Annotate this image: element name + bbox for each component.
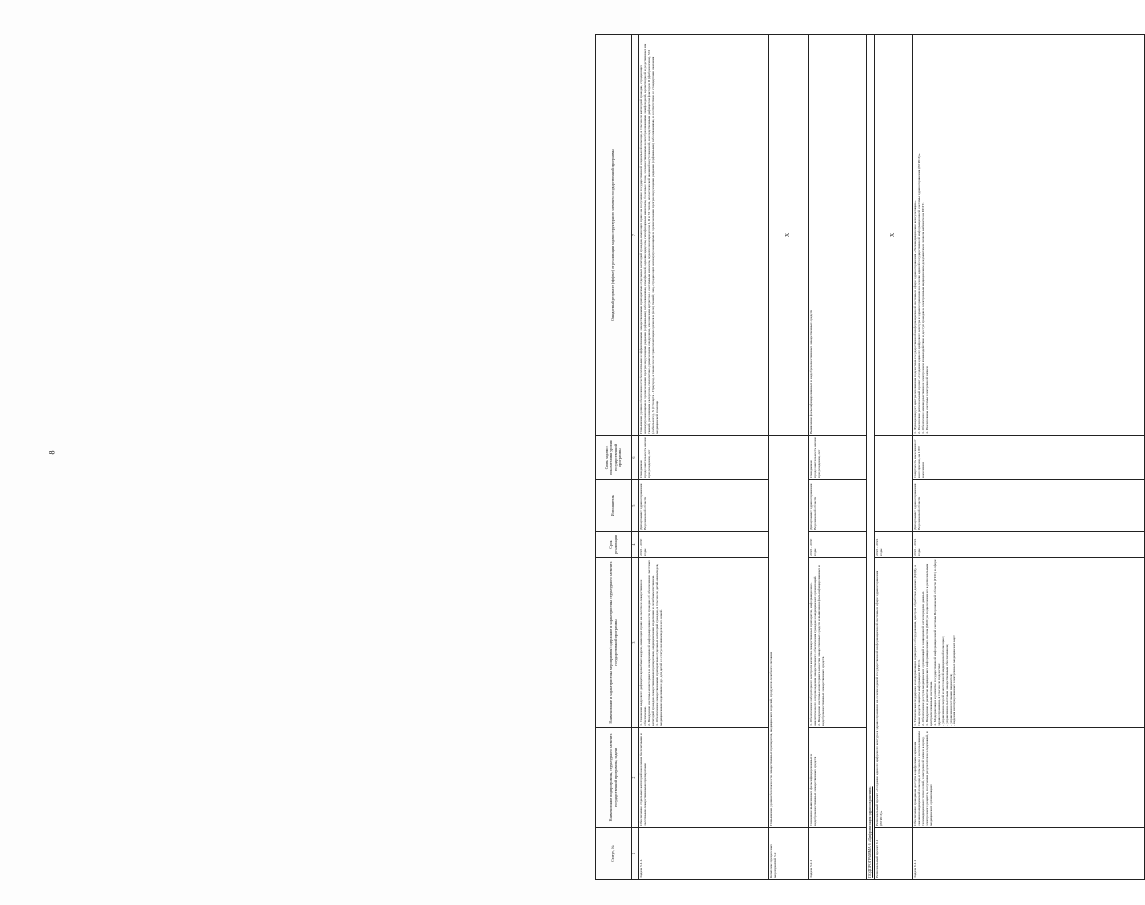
column-number-row — [632, 35, 639, 880]
header-status: Статус, № — [596, 828, 632, 880]
content-line: 3. Обеспечение лекарственными препаратами отдельных категорий граждан, в том числе детей-инвалидов, медицинскими изделиями и др. для детей со статусом инвалидов и их семей. — [654, 563, 663, 726]
row-status: Региональный проект 6.1 — [875, 828, 913, 880]
content-line: - управления потоками пациентов; — [948, 673, 953, 726]
row-executor: Департамент здравоохранения Воронежской области — [639, 480, 769, 532]
row-name: Региональный проект «Создание единого цифрового контура в здравоохранении на основе единой государственной информационной системы в сфере здравоохранения (ЕГИСЗ)» — [875, 558, 913, 828]
row-result: Выявление фальсифицированных и недоброкачественных лекарственных средств — [809, 35, 867, 436]
row-link: Ожидаемая продолжительность жизни при рождении, лет — [809, 436, 867, 480]
content-line: - ведения интегрированных электронных медицинских карт — [952, 635, 957, 726]
header-content: Наименование и характеристика мероприятия/содержание и характеристика структурного элемента государственной программы — [596, 558, 632, 728]
row-result-empty: X — [875, 35, 913, 436]
content-line: 1. Техническая поддержка и модернизация серверного оборудования, центров обработки данных (ЦОД), а также средств защиты информации ЕГИСЗ. — [912, 565, 921, 726]
row-status: Задача 5.1.1. — [639, 828, 769, 880]
subprogram-title: ПОДПРОГРАММА 6 «Цифровизация здравоохранения» — [867, 35, 875, 880]
header-term: Срок реализации — [596, 532, 632, 558]
row-term: 2023 - 2030 годы — [809, 532, 867, 558]
row-content — [913, 558, 1145, 728]
header-row — [596, 35, 632, 880]
column-number: 2 — [632, 728, 639, 828]
program-table — [595, 34, 1145, 880]
row-name: Повышение уровня безопасности лекарственных препаратов, медицинских изделий, продуктов лечебного питания — [769, 436, 809, 828]
header-executor: Исполнитель — [596, 480, 632, 532]
content-line: 2. Внедрение системы мониторинга качества лекарственных средств и выявления фальсифицированных и недоброкачественных лекарственных средств. — [816, 565, 825, 726]
row-status: Задача 6.1.1 — [913, 828, 1145, 880]
row-content — [809, 558, 867, 728]
row-link: Ожидаемая продолжительность жизни при рождении, лет — [639, 436, 769, 480]
row-result-empty: X — [769, 35, 809, 436]
header-name: Наименование подпрограммы, структурного элемента государственной программы, задачи — [596, 728, 632, 828]
rotated-table-wrapper — [595, 35, 1145, 880]
section-row — [867, 35, 875, 880]
content-line: 1. Снижение кадрового дефицита врачебных кадров, имеющих право на льготное лекарственное обеспечение. — [638, 579, 647, 726]
table-row — [639, 35, 769, 880]
page-number: 8 — [47, 450, 57, 455]
table-row — [913, 35, 1145, 880]
row-term: 2023 - 2030 годы — [639, 532, 769, 558]
table-row — [769, 35, 809, 880]
result-line: 3. Обеспечено межведомственное электронное взаимодействие и доступ граждан к электронным медицинским документам в личном кабинете на ЕПГУ. — [920, 202, 925, 434]
result-line: 4. Реализованы системы электронной записи — [924, 366, 929, 434]
column-number: 3 — [632, 558, 639, 728]
row-status: Комплекс процессных мероприятий 5.2 — [769, 828, 809, 880]
row-name: Обеспечение гражданам доступа к цифровым сервисам оказания медицинской помощи, в том числе с использованием телемедицинских технологий, электронной записи к врачу, электронного рецепта, получения результатов исследований, в медицинских организациях — [913, 728, 1145, 828]
row-result — [913, 35, 1145, 436]
row-empty — [875, 436, 913, 532]
content-line: - управления скорой и неотложной медицинской помощью; — [940, 635, 945, 726]
table-row — [875, 35, 913, 880]
column-number: 5 — [632, 480, 639, 532]
result-line: 1. Функционирует централизованная подсистема государственной информационной системы в сфере здравоохранения «Телемедицинские консультации». — [912, 200, 917, 434]
row-term: 2023 - 2024 годы — [913, 532, 1145, 558]
content-line: 2. Внедрение системы мониторинга и своевременной информированности граждан об обеспечении льготных категорий граждан лекарственными препаратами, медицинскими изделиями и лечебным питанием. — [646, 560, 655, 726]
column-number: 1 — [632, 828, 639, 880]
row-name: Снижение выявленных фальсифицированных и недоброкачественных лекарственных средств — [809, 728, 867, 828]
content-line: 2. Обеспечение доступа медицинских организаций к защищенной сети передачи данных. — [920, 590, 925, 726]
row-status: Задача 5.2.1 — [809, 828, 867, 880]
row-executor: Департамент здравоохранения Воронежской области — [913, 480, 1145, 532]
result-line: 2. Реализован региональный проект «Создание единого цифрового контура в здравоохранении на основе единой государственной информационной системы здравоохранения (ЕГИСЗ)». — [916, 152, 921, 434]
row-link: Смертность населения от всех причин, на 1000 населения — [913, 436, 1145, 480]
column-number: 7 — [632, 35, 639, 436]
row-executor: Департамент здравоохранения Воронежской области — [809, 480, 867, 532]
row-content — [639, 558, 769, 728]
column-number: 4 — [632, 532, 639, 558]
header-link: Связь задачи с показателями уровня государственной программы — [596, 436, 632, 480]
row-term: 2023 - 2024 годы — [875, 532, 913, 558]
content-line: 4. Модернизация и развитие государственной информационной системы Воронежской области (ГИС) в сфере здравоохранения, в том числе подсистем: — [932, 559, 941, 726]
content-line: 1. Обеспечение лабораторного контроля качества лекарственных препаратов, информационно-аналитического сопровождения лекарственного обеспечения граждан и медицинских организаций. — [808, 575, 817, 726]
table-row — [809, 35, 867, 880]
content-line: - управления льготным лекарственным обеспечением; — [944, 643, 949, 726]
header-result: Ожидаемый результат (эффект) от реализации задачи структурного элемента государственной программы — [596, 35, 632, 436]
row-name: Обеспечение отдельных категорий населения бесплатными и льготными лекарственными препаратами — [639, 728, 769, 828]
content-line: 3. Внедрение и развитие медицинских информационных систем (МИС) и подключение их к региональным централизованным системам. — [924, 563, 933, 726]
row-result: Повышение уровня обеспеченности бесплатными и эффективными лекарственными препаратами отдельных категорий граждан, имеющих право на получение государственной социальной помощи, в том числе категорий граждан, страдающих жизнеугрожающими и хроническими прогрессирующими редкими (орфанными) заболеваниями, гемофилией, муковисцидозом, гипофизарным нанизмом, болезнью Гоше, злокачественными новообразованиями лимфоидной, кроветворной и родственных им тканей, рассеянным склерозом, гемолитико-уремическим синдромом, юношеским артритом с системным началом, мукополисахаридозом I, II и VI типов, апластической анемией неуточненной, наследственным дефицитом факторов II (фибриногена), VII (лабильного), X (Стюарта - Прауэра), а также после трансплантации органов и (или) тканей; лиц, страдающих жизнеугрожающими и хроническими прогрессирующими редкими (орфанными) заболеваниями, в соответствии со стандартами оказания медицинской помощи — [639, 35, 769, 436]
column-number: 6 — [632, 436, 639, 480]
